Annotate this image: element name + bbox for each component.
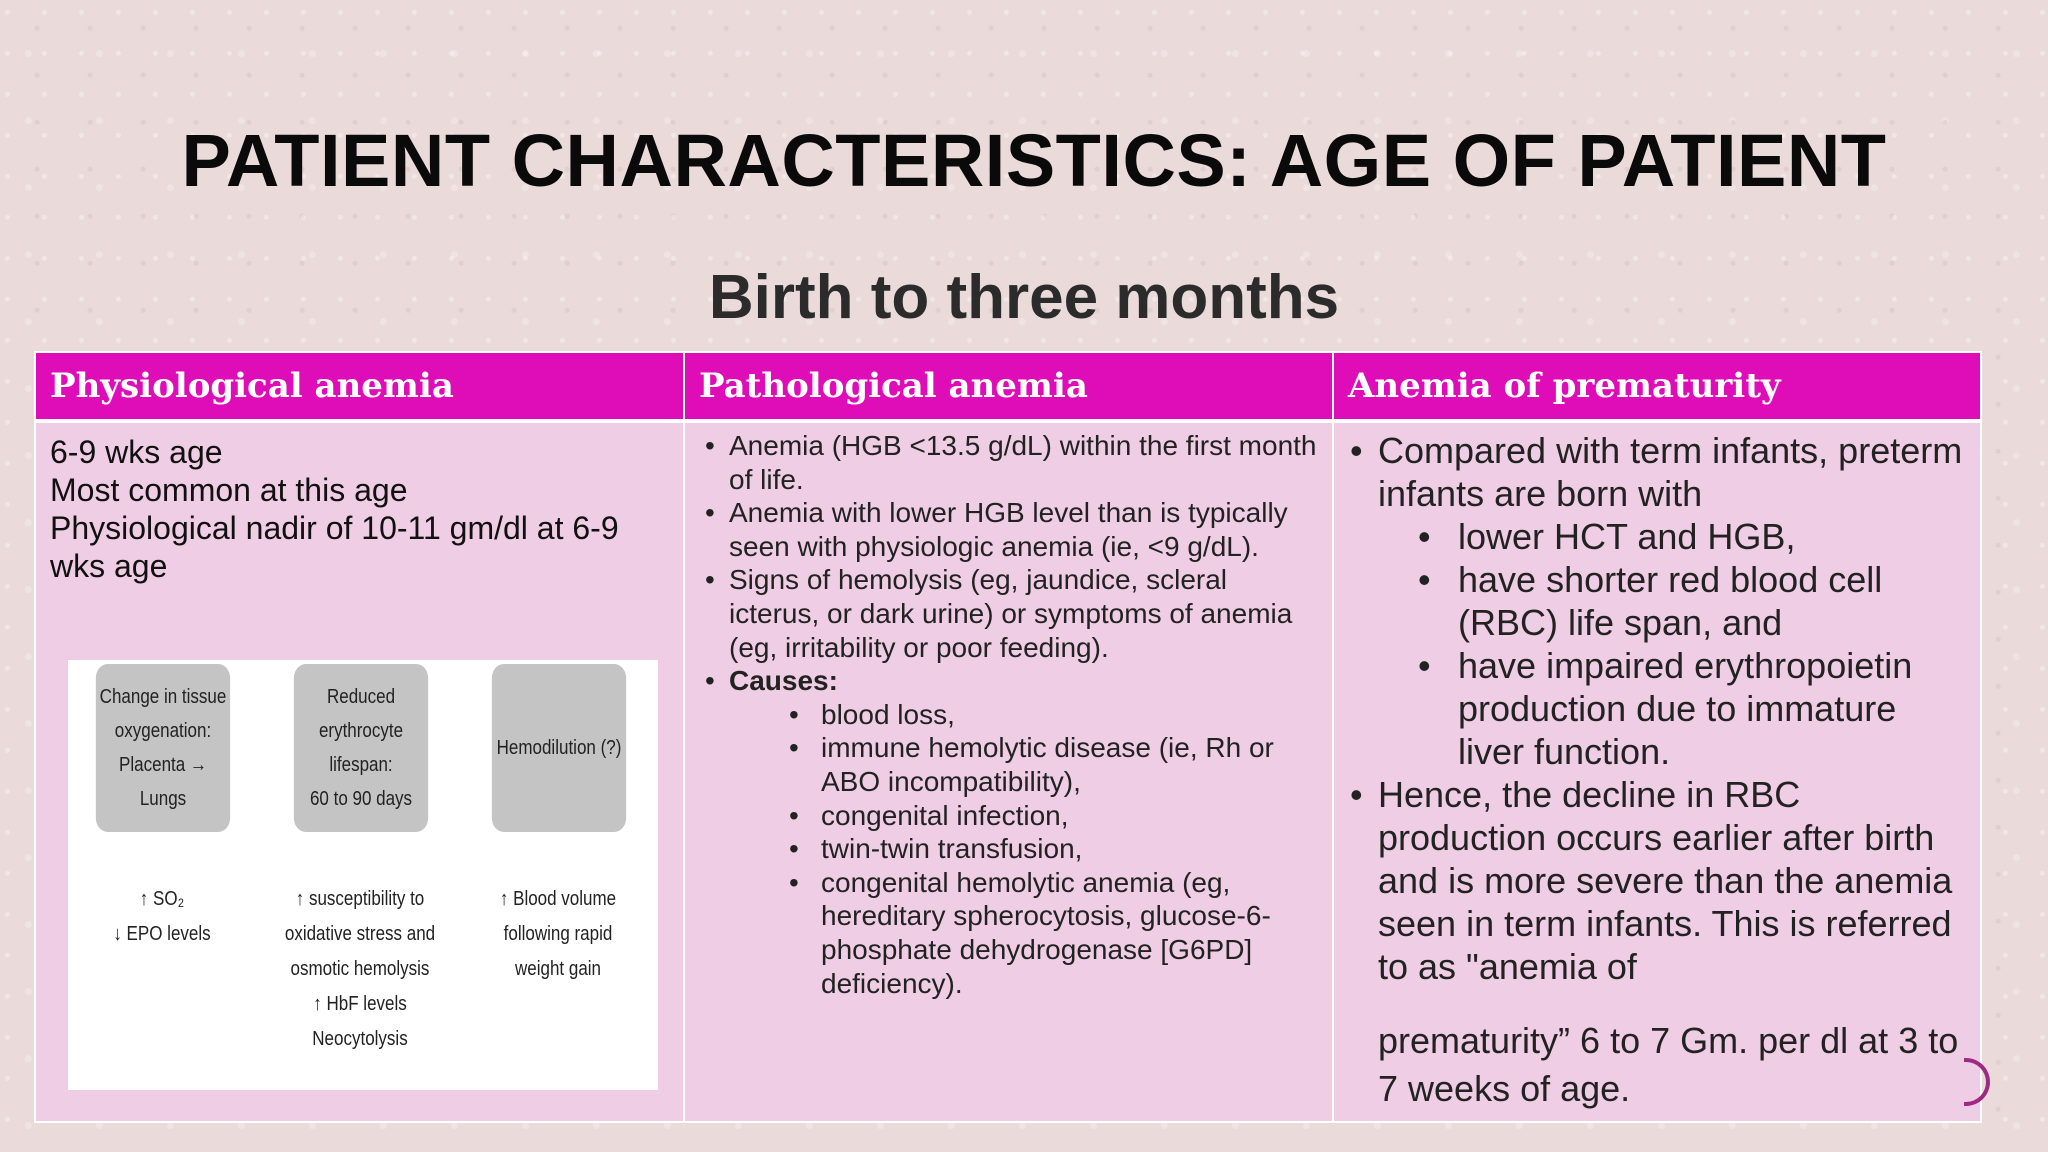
diagram-effect-line: ↑ Blood volume xyxy=(499,888,617,910)
diagram-effect-line: ↑ SO₂ xyxy=(139,888,185,910)
diagram-effect-line: ↑ susceptibility to xyxy=(295,888,425,910)
physiological-anemia-diagram xyxy=(68,660,658,1090)
diagram-box-line: Placenta → Lungs xyxy=(119,754,207,810)
diagram-effect-line: ↑ HbF levels xyxy=(313,993,407,1015)
list-item: • Signs of hemolysis (eg, jaundice, scleral icterus, or dark urine) or symptoms of anemia (eg, irritability or poor feeding). xyxy=(699,563,1319,664)
causes-item xyxy=(699,664,1319,1000)
diagram-effect-line: weight gain xyxy=(514,958,602,980)
physiological-anemia-text xyxy=(50,433,670,585)
prematurity-sub-list xyxy=(1434,515,1968,773)
diagram-box-line: lifespan: xyxy=(329,754,393,776)
list-item: • blood loss, xyxy=(789,698,1319,732)
physiological-anemia-cell xyxy=(36,419,685,1121)
diagram-box-line: oxygenation: xyxy=(114,720,212,742)
causes-list xyxy=(789,698,1319,1000)
diagram-box-line: 60 to 90 days xyxy=(309,788,413,810)
diagram-box-line: Change in tissue xyxy=(99,686,227,708)
header-pathological-anemia: Pathological anemia xyxy=(685,353,1334,419)
list-item: • Anemia with lower HGB level than is typically seen with physiologic anemia (ie, <9 g/dL). xyxy=(699,496,1319,563)
slide-title: PATIENT CHARACTERISTICS: AGE OF PATIENT xyxy=(181,119,1887,202)
list-item: • twin-twin transfusion, xyxy=(789,832,1319,866)
anemia-of-prematurity-cell xyxy=(1334,419,1980,1121)
anemia-of-prematurity-list xyxy=(1348,429,1968,988)
diagram-effect-hemodilution xyxy=(482,882,635,987)
slide-subtitle: Birth to three months xyxy=(708,263,1340,332)
comparison-table xyxy=(34,351,1982,1123)
diagram-effect-line: oxidative stress and xyxy=(284,923,436,945)
diagram-box-erythrocyte-lifespan xyxy=(294,664,428,832)
diagram-effect-line: following rapid xyxy=(503,923,613,945)
causes-label: Causes: xyxy=(729,665,838,697)
diagram-effect-lifespan xyxy=(284,882,437,1057)
text-line: 6-9 wks age xyxy=(50,434,223,470)
diagram-box-line: Hemodilution (?) xyxy=(496,737,622,759)
list-item: • have impaired erythropoietin production due to immature liver function. xyxy=(1434,644,1968,773)
list-item: • Anemia (HGB <13.5 g/dL) within the first month of life. xyxy=(699,429,1319,496)
diagram-box-line: Reduced erythrocyte xyxy=(318,686,404,742)
list-item: • congenital hemolytic anemia (eg, hereditary spherocytosis, glucose-6-phosphate dehydrogenase [G6PD] deficiency). xyxy=(789,866,1319,1000)
decorative-ring-icon xyxy=(1964,1058,1990,1106)
diagram-effect-line: ↓ EPO levels xyxy=(113,923,211,945)
list-item: • lower HCT and HGB, xyxy=(1434,515,1968,558)
list-item: • immune hemolytic disease (ie, Rh or ABO incompatibility), xyxy=(789,731,1319,798)
text-line: Physiological nadir of 10-11 gm/dl at 6-9 wks age xyxy=(50,510,619,584)
diagram-effect-line: osmotic hemolysis xyxy=(290,958,430,980)
pathological-anemia-list xyxy=(699,429,1319,1000)
prematurity-intro: Compared with term infants, preterm infants are born with xyxy=(1378,430,1963,514)
header-anemia-of-prematurity: Anemia of prematurity xyxy=(1334,353,1980,419)
diagram-box-hemodilution xyxy=(492,664,626,832)
diagram-effect-line: Neocytolysis xyxy=(312,1028,408,1050)
list-item: • have shorter red blood cell (RBC) life span, and xyxy=(1434,558,1968,644)
pathological-anemia-cell xyxy=(685,419,1334,1121)
list-item xyxy=(1348,429,1968,773)
list-item: • congenital infection, xyxy=(789,799,1319,833)
text-line: Most common at this age xyxy=(50,472,408,508)
diagram-effect-oxygenation xyxy=(86,882,239,952)
prematurity-tail-text: prematurity” 6 to 7 Gm. per dl at 3 to 7 weeks of age. xyxy=(1378,1020,1959,1109)
header-physiological-anemia: Physiological anemia xyxy=(36,353,685,419)
diagram-box-tissue-oxygenation xyxy=(96,664,230,832)
list-item: • Hence, the decline in RBC production occurs earlier after birth and is more severe than the anemia seen in term infants. This is referred to as "anemia of xyxy=(1348,773,1968,988)
